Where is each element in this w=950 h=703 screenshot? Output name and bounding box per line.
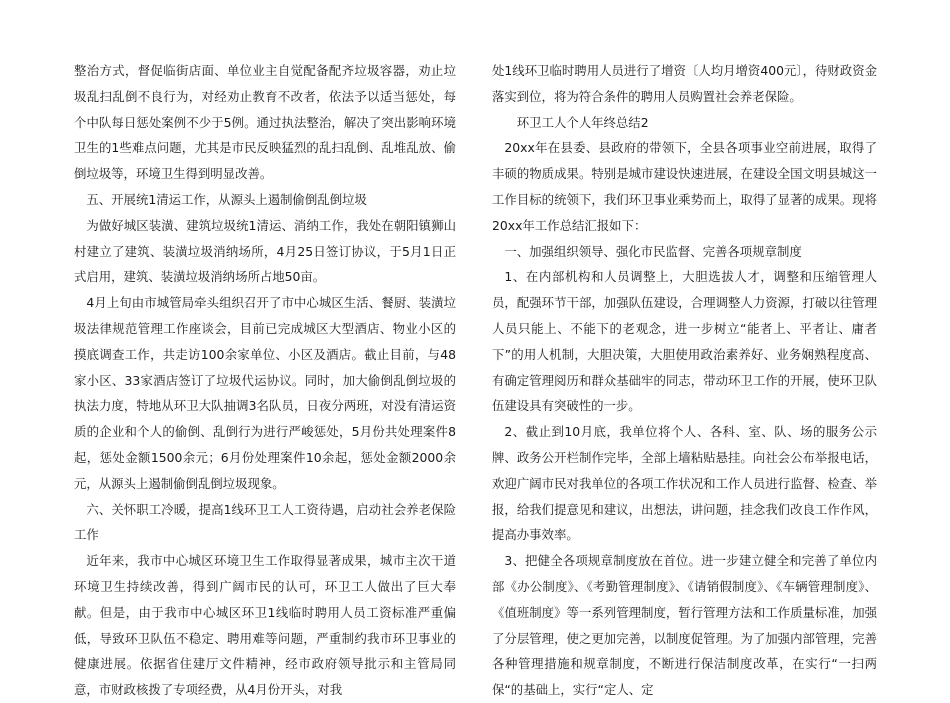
paragraph: 4月上旬由市城管局牵头组织召开了市中心城区生活、餐厨、装潢垃圾法律规范管理工作座谈会，目前已完成城区大型酒店、物业小区的摸底调查工作，共走访100余家单位、小区及酒店。截止目前，与48家小区、33家酒店签订了垃圾代运协议。同时，加大偷倒乱倒垃圾的执法力度，特地从环卫大队抽调3名队员，日夜分两班，对没有清运资质的企业和个人的偷倒、乱倒行为进行严峻惩处，5月份共处理案件8起，惩处金额1500余元；6月份处理案件10余起，惩处金额2000余元，从源头上遏制偷倒乱倒垃圾现象。 (74, 295, 456, 491)
paragraph: 处1线环卫临时聘用人员进行了增资〔人均月增资400元〕，待财政资金落实到位，将为符合条件的聘用人员购置社会养老保险。 (492, 63, 877, 104)
paragraph: 20xx年在县委、县政府的带领下，全县各项事业空前进展，取得了丰硕的物质成果。特别是城市建设快速进展，在建设全国文明县城这一工作目标的统领下，我们环卫事业乘势而上，取得了显著的成果。现将20xx年工作总结汇报如下： (492, 140, 877, 233)
paragraph: 2、截止到10月底，我单位将个人、各科、室、队、场的服务公示牌、政务公开栏制作完毕，全部上墙粘贴悬挂。向社会公布举报电话，欢迎广阔市民对我单位的各项工作状况和工作人员进行监督、检查、举报，给我们提意见和建议，出想法，讲问题，挂念我们改良工作作风，提高办事效率。 (492, 424, 877, 543)
section-heading: 一、加强组织领导、强化市民监督、完善各项规章制度 (504, 243, 802, 259)
paragraph: 3、把健全各项规章制度放在首位。进一步建立健全和完善了单位内部《办公制度》、《考勤管理制度》、《请销假制度》、《车辆管理制度》、《值班制度》等一系列管理制度，暂行管理方法和工作质量标准，加强了分层管理，使之更加完善，以制度促管理。为了加强内部管理，完善各种管理措施和规章制度，不断进行保洁制度改革，在实行“一扫两保“的基础上，实行“定人、定 (492, 553, 877, 698)
paragraph: 为做好城区装潢、建筑垃圾统1清运、消纳工作，我处在朝阳镇狮山村建立了建筑、装潢垃圾消纳场所，4月25日签订协议，于5月1日正式启用，建筑、装潢垃圾消纳场所占地50亩。 (74, 217, 456, 285)
right-column (492, 58, 877, 703)
document-title: 环卫工人个人年终总结2 (516, 114, 649, 130)
section-heading: 五、开展统1清运工作，从源头上遏制偷倒乱倒垃圾 (86, 191, 367, 207)
paragraph: 1、在内部机构和人员调整上，大胆选拔人才，调整和压缩管理人员，配强环节干部，加强队伍建设，合理调整人力资源，打破以往管理人员只能上、不能下的老观念，进一步树立“能者上、平者让、庸者下”的用人机制，大胆决策，大胆使用政治素养好、业务娴熟程度高、有确定管理阅历和群众基础牢的同志，带动环卫工作的开展，使环卫队伍建设具有突破性的一步。 (492, 269, 877, 414)
paragraph: 近年来，我市中心城区环境卫生工作取得显著成果，城市主次干道环境卫生持续改善，得到广阔市民的认可，环卫工人做出了巨大奉献。但是，由于我市中心城区环卫1线临时聘用人员工资标准严重偏低，导致环卫队伍不稳定、聘用难等问题，严重制约我市环卫事业的健康进展。依据省住建厅文件精神，经市政府领导批示和主管局同意，市财政核拨了专项经费，从4月份开头，对我 (74, 553, 456, 698)
paragraph: 整治方式，督促临街店面、单位业主自觉配备配齐垃圾容器，劝止垃圾乱扫乱倒不良行为，对经劝止教育不改者，依法予以适当惩处，每个中队每日惩处案例不少于5例。通过执法整治，解决了突出影响环境卫生的1些难点问题，尤其是市民反映猛烈的乱扫乱倒、乱堆乱放、偷倒垃圾等，环境卫生得到明显改善。 (74, 63, 456, 182)
section-heading: 六、关怀职工冷暖，提高1线环卫工人工资待遇，启动社会养老保险工作 (74, 501, 456, 543)
left-column (74, 58, 456, 703)
